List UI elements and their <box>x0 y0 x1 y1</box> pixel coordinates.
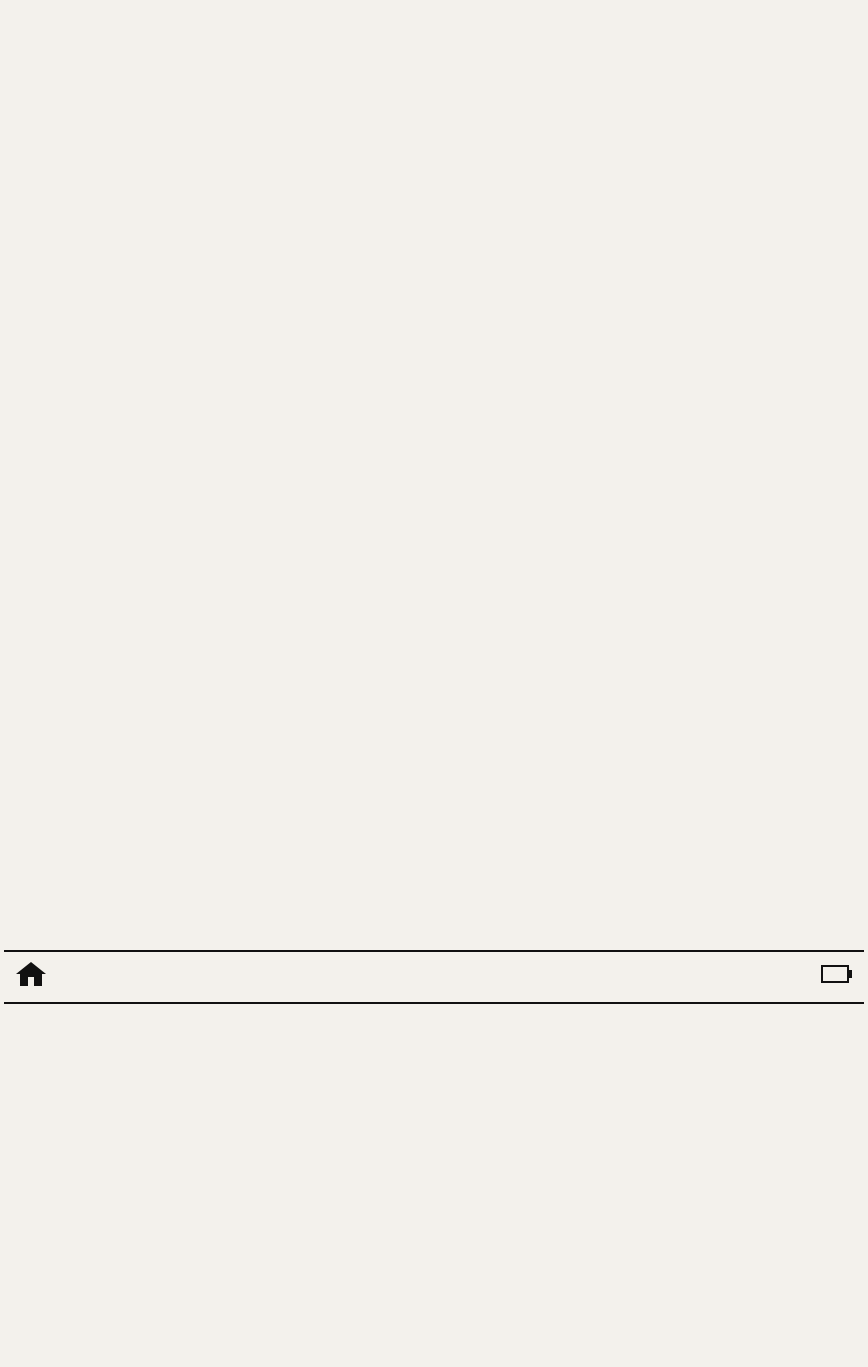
home-service-guide-banner <box>4 950 864 1004</box>
service-guide-listings <box>4 1004 864 1364</box>
home-icon <box>14 960 48 993</box>
tools-icon <box>820 960 854 993</box>
help-wanted-section <box>4 24 864 944</box>
page-header <box>0 0 868 22</box>
